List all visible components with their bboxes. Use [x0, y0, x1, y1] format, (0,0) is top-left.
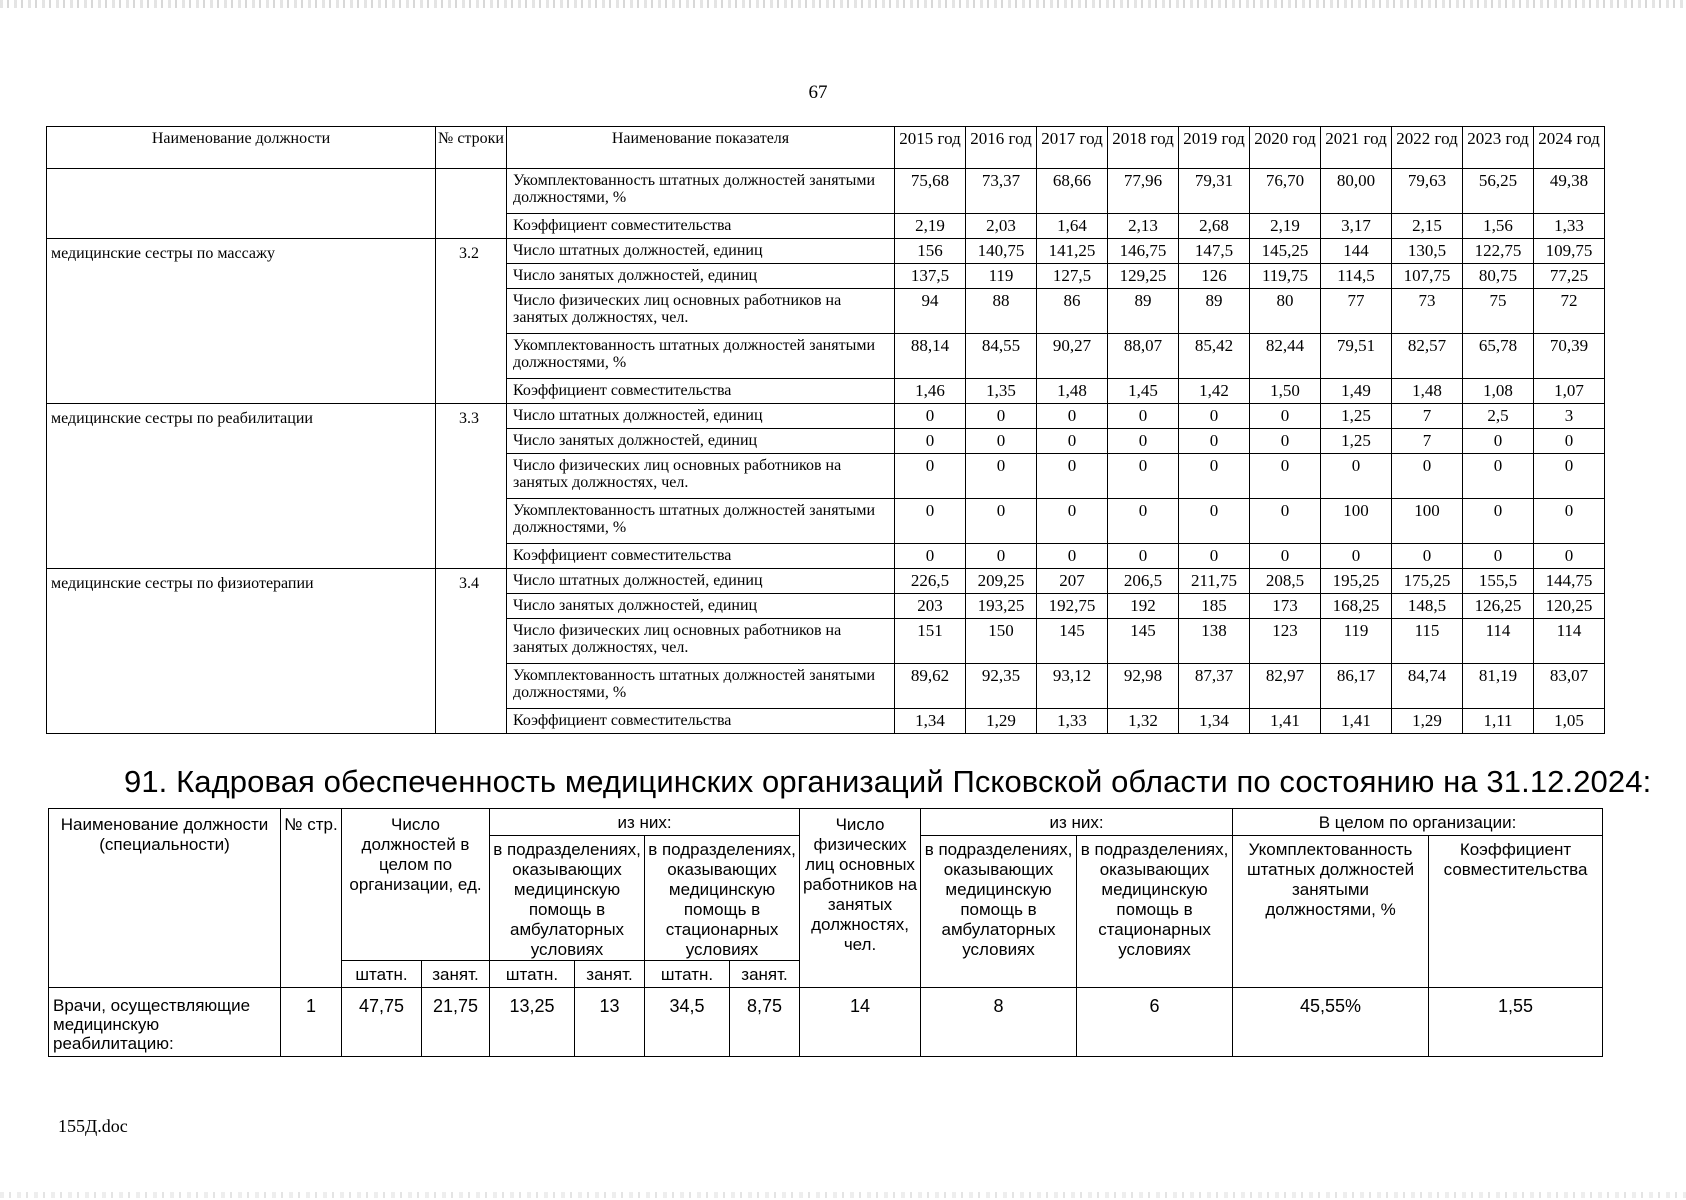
- value-cell: 119: [1321, 619, 1392, 664]
- value-cell: 86: [1037, 289, 1108, 334]
- value-cell: 151: [895, 619, 966, 664]
- value-cell: 122,75: [1463, 239, 1534, 264]
- value-cell: 192,75: [1037, 594, 1108, 619]
- value-cell: 130,5: [1392, 239, 1463, 264]
- t2-header-occupied: занят.: [730, 961, 800, 988]
- value-cell: 141,25: [1037, 239, 1108, 264]
- value-cell: 73: [1392, 289, 1463, 334]
- t2-header-ambulatory: в подразделениях, оказывающих медицинскую помощь в амбулаторных условиях: [490, 836, 645, 961]
- value-cell: 3: [1534, 404, 1605, 429]
- value-cell: 206,5: [1108, 569, 1179, 594]
- value-cell: 126: [1179, 264, 1250, 289]
- indicator-cell: Укомплектованность штатных должностей занятыми должностями, %: [507, 169, 895, 214]
- value-cell: 84,74: [1392, 664, 1463, 709]
- value-cell: 88,14: [895, 334, 966, 379]
- value-cell: 173: [1250, 594, 1321, 619]
- t2-header-staff: штатн.: [645, 961, 730, 988]
- value-cell: 129,25: [1108, 264, 1179, 289]
- value-cell: 185: [1179, 594, 1250, 619]
- value-cell: 137,5: [895, 264, 966, 289]
- value-cell: 0: [1321, 454, 1392, 499]
- value-cell: 0: [1037, 429, 1108, 454]
- t2-header-total-posts: Число должностей в целом по организации, ед.: [342, 809, 490, 961]
- t2-header-occupied: занят.: [422, 961, 490, 988]
- position-cell: медицинские сестры по реабилитации: [47, 404, 436, 569]
- value-cell: 89: [1179, 289, 1250, 334]
- value-cell: 82,97: [1250, 664, 1321, 709]
- value-cell: 0: [895, 454, 966, 499]
- t2-header-inpatient-2: в подразделениях, оказывающих медицинскую помощь в стационарных условиях: [1077, 836, 1233, 988]
- value-cell: 65,78: [1463, 334, 1534, 379]
- staffing-table-2015-2024: [46, 126, 1605, 734]
- value-cell: 119,75: [1250, 264, 1321, 289]
- header-line-number: № строки: [436, 127, 507, 169]
- value-cell: 0: [1037, 544, 1108, 569]
- value-cell: 0: [1463, 499, 1534, 544]
- value-cell: 2,19: [1250, 214, 1321, 239]
- value-cell: 93,12: [1037, 664, 1108, 709]
- value-cell: 79,51: [1321, 334, 1392, 379]
- value-cell: 145,25: [1250, 239, 1321, 264]
- position-cell: [47, 169, 436, 239]
- value-cell: 1,08: [1463, 379, 1534, 404]
- position-cell: медицинские сестры по физиотерапии: [47, 569, 436, 734]
- value-cell: 79,31: [1179, 169, 1250, 214]
- page-number: 67: [808, 82, 828, 103]
- value-cell: 123: [1250, 619, 1321, 664]
- value-cell: 49,38: [1534, 169, 1605, 214]
- value-cell: 1,25: [1321, 404, 1392, 429]
- value-cell: 1,50: [1250, 379, 1321, 404]
- value-cell: 193,25: [966, 594, 1037, 619]
- value-cell: 73,37: [966, 169, 1037, 214]
- value-cell: 0: [1179, 499, 1250, 544]
- table1-header-row: [47, 127, 1605, 169]
- value-cell: 1,35: [966, 379, 1037, 404]
- value-cell: 2,03: [966, 214, 1037, 239]
- value-cell: 0: [895, 499, 966, 544]
- value-cell: 94: [895, 289, 966, 334]
- value-cell: 0: [1108, 544, 1179, 569]
- header-year: 2015 год: [895, 127, 966, 169]
- value-cell: 56,25: [1463, 169, 1534, 214]
- value-cell: 148,5: [1392, 594, 1463, 619]
- t2-cell-inp-occupied: 8,75: [730, 988, 800, 1057]
- t2-cell-persons-amb: 8: [921, 988, 1077, 1057]
- t2-cell-staffing: 45,55%: [1233, 988, 1429, 1057]
- table1-body: [47, 169, 1605, 734]
- scan-edge-top: [0, 0, 1686, 8]
- t2-header-persons: Число физических лиц основных работников на занятых должностях, чел.: [800, 809, 921, 988]
- line-number-cell: 3.2: [436, 239, 507, 404]
- t2-header-of-them-2: из них:: [921, 809, 1233, 836]
- header-year: 2021 год: [1321, 127, 1392, 169]
- value-cell: 1,29: [1392, 709, 1463, 734]
- header-position: Наименование должности: [47, 127, 436, 169]
- value-cell: 88,07: [1108, 334, 1179, 379]
- value-cell: 0: [1108, 499, 1179, 544]
- line-number-cell: [436, 169, 507, 239]
- table-row: [47, 404, 1605, 429]
- value-cell: 144: [1321, 239, 1392, 264]
- value-cell: 126,25: [1463, 594, 1534, 619]
- value-cell: 0: [1250, 544, 1321, 569]
- value-cell: 1,32: [1108, 709, 1179, 734]
- value-cell: 146,75: [1108, 239, 1179, 264]
- value-cell: 1,46: [895, 379, 966, 404]
- footer-file-name: 155Д.doc: [58, 1116, 128, 1136]
- value-cell: 0: [1037, 454, 1108, 499]
- indicator-cell: Число занятых должностей, единиц: [507, 594, 895, 619]
- value-cell: 76,70: [1250, 169, 1321, 214]
- value-cell: 1,41: [1250, 709, 1321, 734]
- value-cell: 77,96: [1108, 169, 1179, 214]
- value-cell: 79,63: [1392, 169, 1463, 214]
- value-cell: 109,75: [1534, 239, 1605, 264]
- value-cell: 192: [1108, 594, 1179, 619]
- value-cell: 0: [966, 404, 1037, 429]
- value-cell: 0: [1250, 454, 1321, 499]
- header-indicator: Наименование показателя: [507, 127, 895, 169]
- value-cell: 88: [966, 289, 1037, 334]
- value-cell: 1,33: [1037, 709, 1108, 734]
- value-cell: 1,11: [1463, 709, 1534, 734]
- value-cell: 1,34: [895, 709, 966, 734]
- table-row: [47, 239, 1605, 264]
- indicator-cell: Число штатных должностей, единиц: [507, 569, 895, 594]
- value-cell: 1,05: [1534, 709, 1605, 734]
- header-year: 2023 год: [1463, 127, 1534, 169]
- value-cell: 175,25: [1392, 569, 1463, 594]
- value-cell: 0: [1321, 544, 1392, 569]
- t2-cell-total-occupied: 21,75: [422, 988, 490, 1057]
- value-cell: 0: [966, 499, 1037, 544]
- position-cell: медицинские сестры по массажу: [47, 239, 436, 404]
- value-cell: 114,5: [1321, 264, 1392, 289]
- value-cell: 2,19: [895, 214, 966, 239]
- header-year: 2022 год: [1392, 127, 1463, 169]
- indicator-cell: Коэффициент совместительства: [507, 709, 895, 734]
- value-cell: 1,34: [1179, 709, 1250, 734]
- value-cell: 77: [1321, 289, 1392, 334]
- t2-cell-name: Врачи, осуществляющие медицинскую реабилитацию:: [49, 988, 281, 1057]
- value-cell: 81,19: [1463, 664, 1534, 709]
- value-cell: 1,07: [1534, 379, 1605, 404]
- value-cell: 0: [895, 404, 966, 429]
- value-cell: 155,5: [1463, 569, 1534, 594]
- indicator-cell: Число штатных должностей, единиц: [507, 404, 895, 429]
- value-cell: 0: [1250, 429, 1321, 454]
- value-cell: 0: [895, 429, 966, 454]
- value-cell: 2,5: [1463, 404, 1534, 429]
- t2-cell-persons-inp: 6: [1077, 988, 1233, 1057]
- indicator-cell: Коэффициент совместительства: [507, 544, 895, 569]
- value-cell: 0: [966, 454, 1037, 499]
- indicator-cell: Укомплектованность штатных должностей занятыми должностями, %: [507, 499, 895, 544]
- value-cell: 92,35: [966, 664, 1037, 709]
- value-cell: 150: [966, 619, 1037, 664]
- value-cell: 2,68: [1179, 214, 1250, 239]
- t2-cell-amb-staff: 13,25: [490, 988, 575, 1057]
- header-year: 2018 год: [1108, 127, 1179, 169]
- indicator-cell: Число занятых должностей, единиц: [507, 264, 895, 289]
- value-cell: 70,39: [1534, 334, 1605, 379]
- value-cell: 0: [1534, 544, 1605, 569]
- t2-header-coef: Коэффициент совместительства: [1429, 836, 1603, 988]
- indicator-cell: Число физических лиц основных работников на занятых должностях, чел.: [507, 454, 895, 499]
- scan-edge-bottom: [0, 1192, 1686, 1198]
- section-title: 91. Кадровая обеспеченность медицинских организаций Псковской области по состоянию на 31.12.2024:: [124, 764, 1652, 799]
- value-cell: 0: [1250, 404, 1321, 429]
- value-cell: 100: [1321, 499, 1392, 544]
- value-cell: 0: [1108, 454, 1179, 499]
- value-cell: 1,45: [1108, 379, 1179, 404]
- value-cell: 3,17: [1321, 214, 1392, 239]
- value-cell: 83,07: [1534, 664, 1605, 709]
- table2-header-row-1: [49, 809, 1603, 836]
- value-cell: 77,25: [1534, 264, 1605, 289]
- t2-cell-amb-occupied: 13: [575, 988, 645, 1057]
- value-cell: 203: [895, 594, 966, 619]
- t2-cell-inp-staff: 34,5: [645, 988, 730, 1057]
- value-cell: 0: [1037, 404, 1108, 429]
- value-cell: 1,29: [966, 709, 1037, 734]
- value-cell: 0: [1179, 544, 1250, 569]
- header-year: 2020 год: [1250, 127, 1321, 169]
- indicator-cell: Число штатных должностей, единиц: [507, 239, 895, 264]
- value-cell: 0: [1392, 454, 1463, 499]
- value-cell: 68,66: [1037, 169, 1108, 214]
- value-cell: 207: [1037, 569, 1108, 594]
- value-cell: 226,5: [895, 569, 966, 594]
- header-year: 2019 год: [1179, 127, 1250, 169]
- indicator-cell: Число занятых должностей, единиц: [507, 429, 895, 454]
- value-cell: 0: [1179, 429, 1250, 454]
- t2-header-org-total: В целом по организации:: [1233, 809, 1603, 836]
- t2-cell-coef: 1,55: [1429, 988, 1603, 1057]
- value-cell: 87,37: [1179, 664, 1250, 709]
- value-cell: 85,42: [1179, 334, 1250, 379]
- value-cell: 1,25: [1321, 429, 1392, 454]
- t2-header-of-them: из них:: [490, 809, 800, 836]
- value-cell: 86,17: [1321, 664, 1392, 709]
- table-row: [47, 169, 1605, 214]
- table-row: [49, 988, 1603, 1057]
- value-cell: 1,64: [1037, 214, 1108, 239]
- indicator-cell: Коэффициент совместительства: [507, 379, 895, 404]
- t2-cell-total-staff: 47,75: [342, 988, 422, 1057]
- value-cell: 84,55: [966, 334, 1037, 379]
- value-cell: 2,15: [1392, 214, 1463, 239]
- value-cell: 89,62: [895, 664, 966, 709]
- t2-header-staff: штатн.: [342, 961, 422, 988]
- value-cell: 145: [1108, 619, 1179, 664]
- value-cell: 1,41: [1321, 709, 1392, 734]
- value-cell: 80: [1250, 289, 1321, 334]
- line-number-cell: 3.4: [436, 569, 507, 734]
- value-cell: 195,25: [1321, 569, 1392, 594]
- value-cell: 1,48: [1037, 379, 1108, 404]
- value-cell: 0: [1108, 429, 1179, 454]
- value-cell: 82,44: [1250, 334, 1321, 379]
- value-cell: 7: [1392, 404, 1463, 429]
- staffing-summary-table: [48, 808, 1603, 1057]
- value-cell: 0: [1463, 429, 1534, 454]
- value-cell: 0: [895, 544, 966, 569]
- indicator-cell: Укомплектованность штатных должностей занятыми должностями, %: [507, 664, 895, 709]
- value-cell: 211,75: [1179, 569, 1250, 594]
- header-year: 2016 год: [966, 127, 1037, 169]
- value-cell: 1,42: [1179, 379, 1250, 404]
- value-cell: 0: [1037, 499, 1108, 544]
- header-year: 2024 год: [1534, 127, 1605, 169]
- value-cell: 0: [1250, 499, 1321, 544]
- value-cell: 138: [1179, 619, 1250, 664]
- value-cell: 2,13: [1108, 214, 1179, 239]
- table-row: [47, 569, 1605, 594]
- value-cell: 0: [966, 429, 1037, 454]
- t2-header-name: Наименование должности (специальности): [49, 809, 281, 988]
- value-cell: 107,75: [1392, 264, 1463, 289]
- t2-header-ambulatory-2: в подразделениях, оказывающих медицинскую помощь в амбулаторных условиях: [921, 836, 1077, 988]
- t2-header-staffing: Укомплектованность штатных должностей занятыми должностями, %: [1233, 836, 1429, 988]
- value-cell: 0: [1463, 454, 1534, 499]
- t2-header-staff: штатн.: [490, 961, 575, 988]
- indicator-cell: Число физических лиц основных работников на занятых должностях, чел.: [507, 619, 895, 664]
- value-cell: 145: [1037, 619, 1108, 664]
- value-cell: 89: [1108, 289, 1179, 334]
- value-cell: 114: [1463, 619, 1534, 664]
- value-cell: 1,33: [1534, 214, 1605, 239]
- value-cell: 147,5: [1179, 239, 1250, 264]
- value-cell: 0: [1108, 404, 1179, 429]
- value-cell: 120,25: [1534, 594, 1605, 619]
- t2-cell-num: 1: [281, 988, 342, 1057]
- value-cell: 1,56: [1463, 214, 1534, 239]
- value-cell: 92,98: [1108, 664, 1179, 709]
- value-cell: 80,00: [1321, 169, 1392, 214]
- value-cell: 209,25: [966, 569, 1037, 594]
- t2-header-inpatient: в подразделениях, оказывающих медицинскую помощь в стационарных условиях: [645, 836, 800, 961]
- value-cell: 100: [1392, 499, 1463, 544]
- value-cell: 115: [1392, 619, 1463, 664]
- value-cell: 0: [1179, 454, 1250, 499]
- value-cell: 1,48: [1392, 379, 1463, 404]
- indicator-cell: Укомплектованность штатных должностей занятыми должностями, %: [507, 334, 895, 379]
- value-cell: 82,57: [1392, 334, 1463, 379]
- value-cell: 0: [966, 544, 1037, 569]
- value-cell: 72: [1534, 289, 1605, 334]
- line-number-cell: 3.3: [436, 404, 507, 569]
- value-cell: 168,25: [1321, 594, 1392, 619]
- value-cell: 1,49: [1321, 379, 1392, 404]
- value-cell: 0: [1392, 544, 1463, 569]
- value-cell: 0: [1179, 404, 1250, 429]
- value-cell: 75: [1463, 289, 1534, 334]
- value-cell: 0: [1534, 499, 1605, 544]
- value-cell: 90,27: [1037, 334, 1108, 379]
- value-cell: 119: [966, 264, 1037, 289]
- value-cell: 114: [1534, 619, 1605, 664]
- value-cell: 208,5: [1250, 569, 1321, 594]
- value-cell: 140,75: [966, 239, 1037, 264]
- indicator-cell: Коэффициент совместительства: [507, 214, 895, 239]
- t2-cell-persons: 14: [800, 988, 921, 1057]
- indicator-cell: Число физических лиц основных работников на занятых должностях, чел.: [507, 289, 895, 334]
- value-cell: 0: [1534, 454, 1605, 499]
- value-cell: 7: [1392, 429, 1463, 454]
- t2-header-num: № стр.: [281, 809, 342, 988]
- header-year: 2017 год: [1037, 127, 1108, 169]
- value-cell: 156: [895, 239, 966, 264]
- value-cell: 75,68: [895, 169, 966, 214]
- value-cell: 144,75: [1534, 569, 1605, 594]
- value-cell: 0: [1534, 429, 1605, 454]
- t2-header-occupied: занят.: [575, 961, 645, 988]
- value-cell: 127,5: [1037, 264, 1108, 289]
- value-cell: 0: [1463, 544, 1534, 569]
- value-cell: 80,75: [1463, 264, 1534, 289]
